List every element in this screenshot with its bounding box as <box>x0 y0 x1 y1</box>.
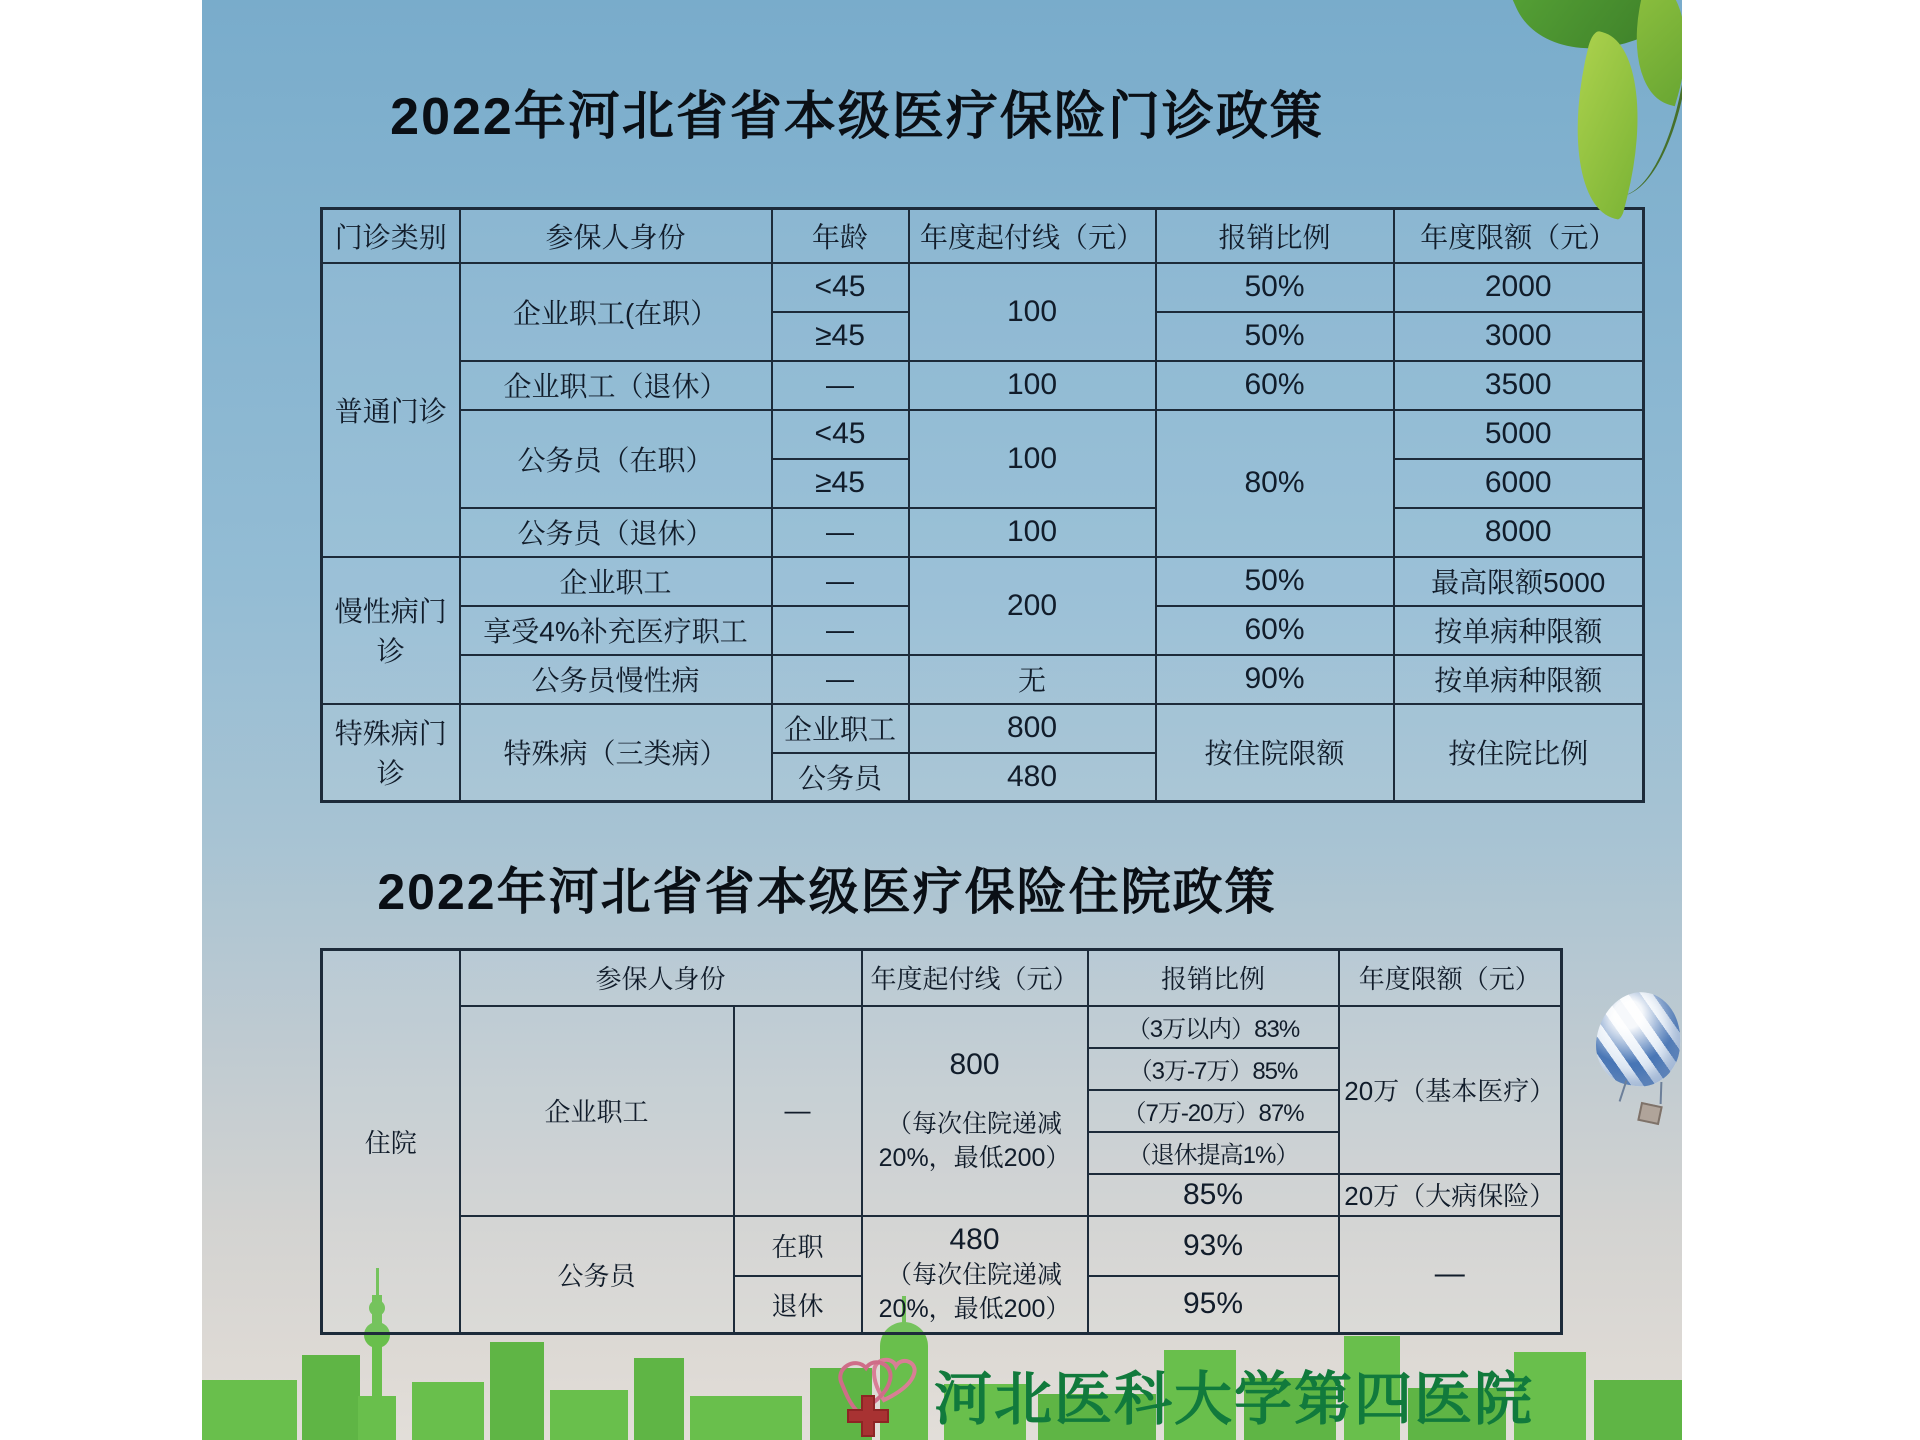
limit-cell: 按单病种限额 <box>1394 606 1644 655</box>
ratio-cell: 50% <box>1156 557 1394 606</box>
identity-cell: 企业职工（退休） <box>460 361 772 410</box>
ratio-cell: 93% <box>1088 1216 1339 1276</box>
balloon-string <box>1660 1082 1663 1104</box>
skyline-building <box>550 1390 628 1440</box>
deductible-cell: 无 <box>909 655 1156 704</box>
skyline-building <box>634 1358 684 1440</box>
ratio-cell: （退休提高1%） <box>1088 1132 1339 1174</box>
identity-cell: 公务员 <box>460 1216 734 1334</box>
limit-cell: 6000 <box>1394 459 1644 508</box>
ratio-cell: 50% <box>1156 263 1394 312</box>
skyline-building <box>358 1396 396 1440</box>
col-header-deductible: 年度起付线（元） <box>909 209 1156 263</box>
poster-photo <box>202 0 1682 1440</box>
skyline-building <box>490 1342 544 1440</box>
age-cell: — <box>772 508 909 557</box>
inpatient-policy-table <box>320 948 1563 1335</box>
ratio-cell: 90% <box>1156 655 1394 704</box>
identity-cell: 企业职工 <box>460 557 772 606</box>
outpatient-policy-table <box>320 207 1645 803</box>
ratio-cell: 60% <box>1156 361 1394 410</box>
age-cell: 企业职工 <box>772 704 909 753</box>
red-cross-icon <box>848 1396 888 1436</box>
limit-cell: 20万（大病保险） <box>1339 1174 1562 1216</box>
ratio-cell: 按住院限额 <box>1156 704 1394 802</box>
deductible-amount: 800 <box>949 1047 1000 1081</box>
deductible-note: 20%，最低200） <box>878 1295 1071 1324</box>
deductible-cell: 100 <box>909 410 1156 508</box>
category-cell: 慢性病门诊 <box>322 557 460 704</box>
hot-air-balloon-icon <box>1589 985 1682 1092</box>
identity-cell: 企业职工 <box>460 1006 734 1216</box>
hospital-name: 河北医科大学第四医院 <box>934 1367 1535 1432</box>
col-header-ratio: 报销比例 <box>1088 950 1339 1006</box>
col-header-identity: 参保人身份 <box>460 209 772 263</box>
heart-cross-icon <box>824 1348 924 1438</box>
age-cell: — <box>772 557 909 606</box>
deductible-cell: 480 <box>909 753 1156 802</box>
balloon-basket <box>1637 1102 1662 1125</box>
status-cell: — <box>734 1006 862 1216</box>
identity-cell: 公务员（退休） <box>460 508 772 557</box>
limit-cell: 20万（基本医疗） <box>1339 1006 1562 1174</box>
age-cell: <45 <box>772 263 909 312</box>
deductible-note: （每次住院递减 <box>887 1109 1063 1138</box>
ratio-cell: 80% <box>1156 410 1394 557</box>
col-header-age: 年龄 <box>772 209 909 263</box>
deductible-cell: 200 <box>909 557 1156 655</box>
age-cell: ≥45 <box>772 459 909 508</box>
limit-cell: 按住院比例 <box>1394 704 1644 802</box>
category-cell: 住院 <box>322 950 460 1334</box>
limit-cell: 8000 <box>1394 508 1644 557</box>
limit-cell: 最高限额5000 <box>1394 557 1644 606</box>
col-header-limit: 年度限额（元） <box>1394 209 1644 263</box>
col-header-identity: 参保人身份 <box>460 950 862 1006</box>
col-header-ratio: 报销比例 <box>1156 209 1394 263</box>
limit-cell: 5000 <box>1394 410 1644 459</box>
identity-cell: 企业职工(在职） <box>460 263 772 361</box>
category-cell: 特殊病门诊 <box>322 704 460 802</box>
age-cell: — <box>772 606 909 655</box>
skyline-building <box>302 1355 360 1440</box>
ratio-cell: （3万以内）83% <box>1088 1006 1339 1048</box>
skyline-building <box>690 1396 802 1440</box>
deductible-cell: 100 <box>909 508 1156 557</box>
age-cell: ≥45 <box>772 312 909 361</box>
age-cell: — <box>772 361 909 410</box>
outpatient-policy-title: 2022年河北省省本级医疗保险门诊政策 <box>390 88 1324 146</box>
deductible-cell: 100 <box>909 361 1156 410</box>
ratio-cell: 95% <box>1088 1276 1339 1334</box>
skyline-building <box>1594 1380 1682 1440</box>
col-header-deductible: 年度起付线（元） <box>862 950 1088 1006</box>
deductible-note: （每次住院递减 <box>887 1261 1063 1290</box>
limit-cell: 按单病种限额 <box>1394 655 1644 704</box>
ratio-cell: 60% <box>1156 606 1394 655</box>
ratio-cell: 85% <box>1088 1174 1339 1216</box>
deductible-cell: 100 <box>909 263 1156 361</box>
limit-cell: 3000 <box>1394 312 1644 361</box>
category-cell: 普通门诊 <box>322 263 460 557</box>
age-cell: 公务员 <box>772 753 909 802</box>
ratio-cell: （7万-20万）87% <box>1088 1090 1339 1132</box>
hospital-logo <box>824 1348 924 1440</box>
skyline-building <box>202 1380 297 1440</box>
identity-cell: 特殊病（三类病） <box>460 704 772 802</box>
identity-cell: 公务员（在职） <box>460 410 772 508</box>
deductible-cell <box>862 1006 1088 1216</box>
deductible-cell <box>862 1216 1088 1334</box>
deductible-amount: 480 <box>949 1223 1000 1257</box>
inpatient-policy-title: 2022年河北省省本级医疗保险住院政策 <box>377 864 1277 920</box>
identity-cell: 公务员慢性病 <box>460 655 772 704</box>
ratio-cell: 50% <box>1156 312 1394 361</box>
age-cell: <45 <box>772 410 909 459</box>
age-cell: — <box>772 655 909 704</box>
status-cell: 退休 <box>734 1276 862 1334</box>
limit-cell: 3500 <box>1394 361 1644 410</box>
limit-cell: 2000 <box>1394 263 1644 312</box>
status-cell: 在职 <box>734 1216 862 1276</box>
limit-cell: — <box>1339 1216 1562 1334</box>
identity-cell: 享受4%补充医疗职工 <box>460 606 772 655</box>
deductible-cell: 800 <box>909 704 1156 753</box>
col-header-category: 门诊类别 <box>322 209 460 263</box>
skyline-building <box>412 1382 484 1440</box>
col-header-limit: 年度限额（元） <box>1339 950 1562 1006</box>
deductible-note: 20%，最低200） <box>878 1143 1071 1172</box>
ratio-cell: （3万-7万）85% <box>1088 1048 1339 1090</box>
